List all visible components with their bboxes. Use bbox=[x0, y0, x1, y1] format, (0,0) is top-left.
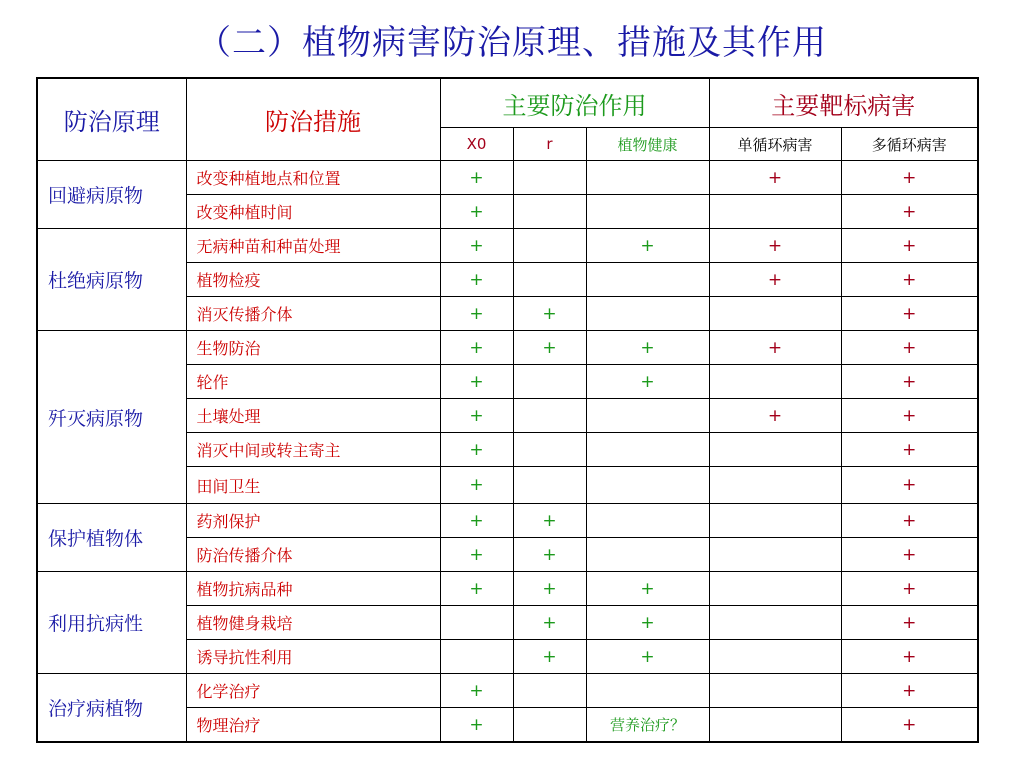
header-r: r bbox=[513, 128, 586, 161]
r-mark bbox=[513, 399, 586, 433]
table-row bbox=[37, 572, 978, 606]
monocyclic-mark bbox=[709, 467, 841, 504]
header-measure: 防治措施 bbox=[186, 78, 440, 161]
x0-mark: + bbox=[440, 708, 513, 743]
measure-cell: 植物检疫 bbox=[186, 263, 440, 297]
r-mark bbox=[513, 433, 586, 467]
r-mark: + bbox=[513, 606, 586, 640]
x0-mark bbox=[440, 606, 513, 640]
r-mark: + bbox=[513, 640, 586, 674]
measure-cell: 轮作 bbox=[186, 365, 440, 399]
measure-cell: 消灭传播介体 bbox=[186, 297, 440, 331]
polycyclic-mark: + bbox=[841, 229, 978, 263]
polycyclic-mark: + bbox=[841, 504, 978, 538]
x0-mark: + bbox=[440, 161, 513, 195]
r-mark bbox=[513, 365, 586, 399]
measure-cell: 植物抗病品种 bbox=[186, 572, 440, 606]
monocyclic-mark bbox=[709, 572, 841, 606]
monocyclic-mark bbox=[709, 365, 841, 399]
measure-cell: 田间卫生 bbox=[186, 467, 440, 504]
principle-cell: 治疗病植物 bbox=[37, 674, 186, 743]
polycyclic-mark: + bbox=[841, 263, 978, 297]
health-mark bbox=[586, 538, 709, 572]
r-mark bbox=[513, 674, 586, 708]
x0-mark: + bbox=[440, 229, 513, 263]
header-x0: X0 bbox=[440, 128, 513, 161]
slide-title: （二）植物病害防治原理、措施及其作用 bbox=[197, 23, 827, 63]
monocyclic-mark bbox=[709, 504, 841, 538]
monocyclic-mark: + bbox=[709, 229, 841, 263]
r-mark bbox=[513, 195, 586, 229]
x0-mark: + bbox=[440, 433, 513, 467]
monocyclic-mark: + bbox=[709, 263, 841, 297]
monocyclic-mark bbox=[709, 433, 841, 467]
table-row bbox=[37, 674, 978, 708]
polycyclic-mark: + bbox=[841, 399, 978, 433]
health-mark bbox=[586, 674, 709, 708]
polycyclic-mark: + bbox=[841, 161, 978, 195]
measure-cell: 植物健身栽培 bbox=[186, 606, 440, 640]
x0-mark: + bbox=[440, 297, 513, 331]
monocyclic-mark bbox=[709, 674, 841, 708]
measure-cell: 改变种植地点和位置 bbox=[186, 161, 440, 195]
x0-mark: + bbox=[440, 263, 513, 297]
health-mark: 营养治疗？ bbox=[586, 708, 709, 743]
x0-mark: + bbox=[440, 504, 513, 538]
measure-cell: 诱导抗性利用 bbox=[186, 640, 440, 674]
r-mark bbox=[513, 263, 586, 297]
health-mark bbox=[586, 161, 709, 195]
monocyclic-mark bbox=[709, 606, 841, 640]
table-body bbox=[37, 161, 978, 743]
table-row bbox=[37, 229, 978, 263]
x0-mark: + bbox=[440, 467, 513, 504]
table-row bbox=[37, 331, 978, 365]
measure-cell: 物理治疗 bbox=[186, 708, 440, 743]
measure-cell: 土壤处理 bbox=[186, 399, 440, 433]
monocyclic-mark bbox=[709, 708, 841, 743]
r-mark: + bbox=[513, 297, 586, 331]
r-mark: + bbox=[513, 504, 586, 538]
polycyclic-mark: + bbox=[841, 674, 978, 708]
x0-mark: + bbox=[440, 331, 513, 365]
r-mark bbox=[513, 708, 586, 743]
measure-cell: 防治传播介体 bbox=[186, 538, 440, 572]
control-principles-table bbox=[36, 77, 979, 743]
x0-mark: + bbox=[440, 538, 513, 572]
polycyclic-mark: + bbox=[841, 538, 978, 572]
monocyclic-mark: + bbox=[709, 399, 841, 433]
polycyclic-mark: + bbox=[841, 433, 978, 467]
polycyclic-mark: + bbox=[841, 195, 978, 229]
measure-cell: 无病种苗和种苗处理 bbox=[186, 229, 440, 263]
principle-cell: 歼灭病原物 bbox=[37, 331, 186, 504]
monocyclic-mark: + bbox=[709, 331, 841, 365]
principle-cell: 利用抗病性 bbox=[37, 572, 186, 674]
r-mark bbox=[513, 467, 586, 504]
health-mark: + bbox=[586, 606, 709, 640]
monocyclic-mark bbox=[709, 297, 841, 331]
measure-cell: 生物防治 bbox=[186, 331, 440, 365]
monocyclic-mark bbox=[709, 538, 841, 572]
polycyclic-mark: + bbox=[841, 467, 978, 504]
x0-mark: + bbox=[440, 399, 513, 433]
health-mark bbox=[586, 195, 709, 229]
health-mark: + bbox=[586, 331, 709, 365]
health-mark bbox=[586, 433, 709, 467]
x0-mark: + bbox=[440, 365, 513, 399]
health-mark: + bbox=[586, 640, 709, 674]
header-effect-group: 主要防治作用 bbox=[440, 78, 709, 128]
r-mark: + bbox=[513, 331, 586, 365]
principle-cell: 回避病原物 bbox=[37, 161, 186, 229]
measure-cell: 改变种植时间 bbox=[186, 195, 440, 229]
health-mark: + bbox=[586, 365, 709, 399]
principle-cell: 杜绝病原物 bbox=[37, 229, 186, 331]
monocyclic-mark: + bbox=[709, 161, 841, 195]
header-monocyclic: 单循环病害 bbox=[709, 128, 841, 161]
x0-mark: + bbox=[440, 572, 513, 606]
polycyclic-mark: + bbox=[841, 572, 978, 606]
r-mark: + bbox=[513, 572, 586, 606]
r-mark bbox=[513, 161, 586, 195]
health-mark bbox=[586, 263, 709, 297]
polycyclic-mark: + bbox=[841, 708, 978, 743]
r-mark bbox=[513, 229, 586, 263]
monocyclic-mark bbox=[709, 195, 841, 229]
health-mark bbox=[586, 467, 709, 504]
x0-mark bbox=[440, 640, 513, 674]
polycyclic-mark: + bbox=[841, 640, 978, 674]
health-mark: + bbox=[586, 572, 709, 606]
table-row bbox=[37, 161, 978, 195]
header-health: 植物健康 bbox=[586, 128, 709, 161]
polycyclic-mark: + bbox=[841, 331, 978, 365]
table-row bbox=[37, 504, 978, 538]
measure-cell: 化学治疗 bbox=[186, 674, 440, 708]
header-target-group: 主要靶标病害 bbox=[709, 78, 978, 128]
measure-cell: 药剂保护 bbox=[186, 504, 440, 538]
polycyclic-mark: + bbox=[841, 297, 978, 331]
health-mark bbox=[586, 297, 709, 331]
x0-mark: + bbox=[440, 195, 513, 229]
header-principle: 防治原理 bbox=[37, 78, 186, 161]
health-mark bbox=[586, 504, 709, 538]
principle-cell: 保护植物体 bbox=[37, 504, 186, 572]
monocyclic-mark bbox=[709, 640, 841, 674]
header-polycyclic: 多循环病害 bbox=[841, 128, 978, 161]
polycyclic-mark: + bbox=[841, 606, 978, 640]
measure-cell: 消灭中间或转主寄主 bbox=[186, 433, 440, 467]
health-mark bbox=[586, 399, 709, 433]
polycyclic-mark: + bbox=[841, 365, 978, 399]
x0-mark: + bbox=[440, 674, 513, 708]
health-mark: + bbox=[586, 229, 709, 263]
r-mark: + bbox=[513, 538, 586, 572]
